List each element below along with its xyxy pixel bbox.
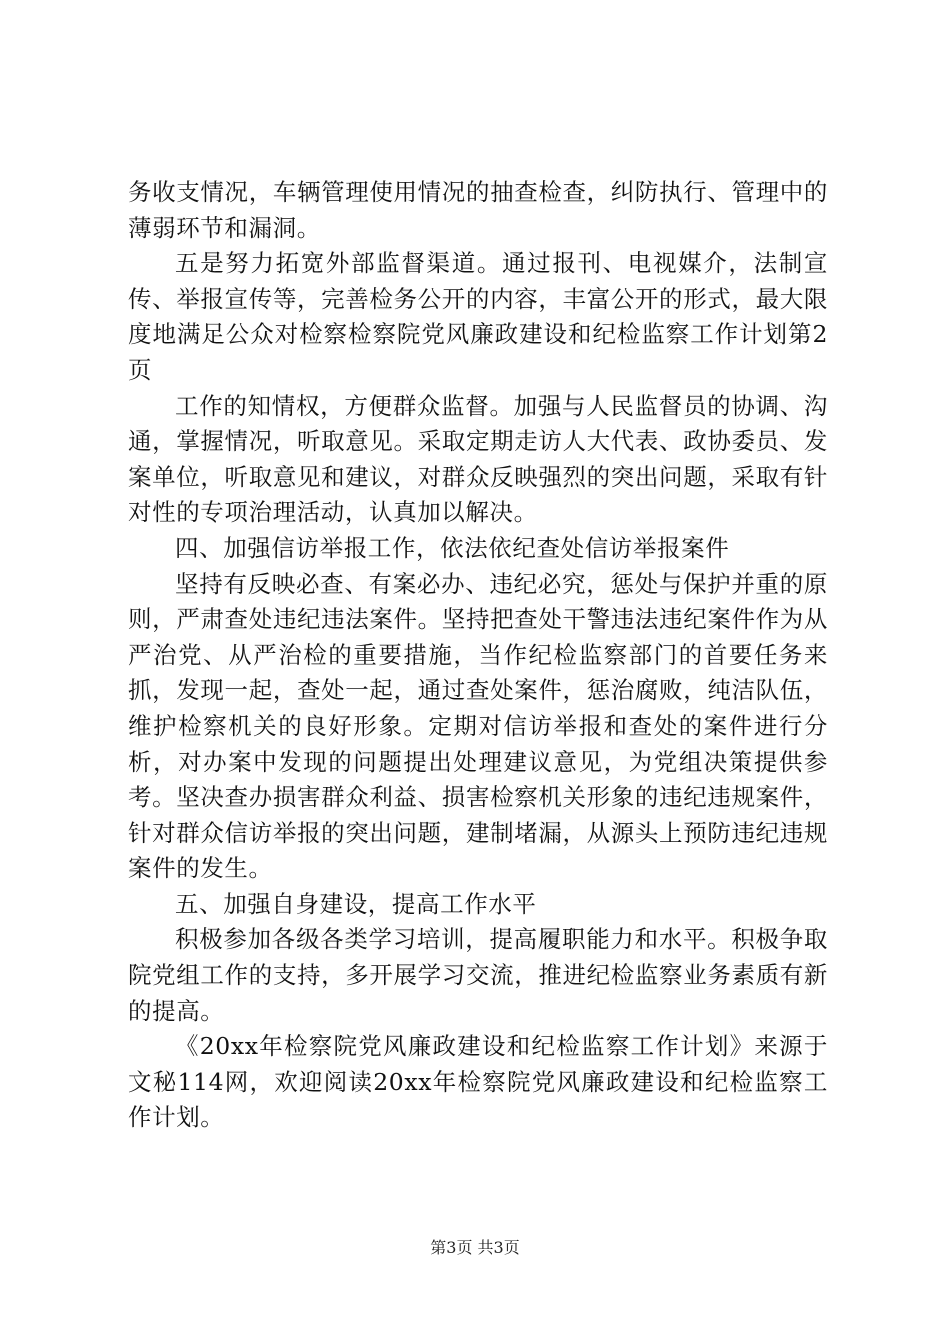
document-body <box>128 175 828 1136</box>
paragraph-1: 务收支情况，车辆管理使用情况的抽查检查，纠防执行、管理中的薄弱环节和漏洞。 <box>128 178 828 242</box>
paragraph-5: 坚持有反映必查、有案必办、违纪必究，惩处与保护并重的原则，严肃查处违纪违法案件。坚持把查处干警违法违纪案件作为从严治党、从严治检的重要措施，当作纪检监察部门的首要任务来抓，发现一起，查处一起，通过查处案件，惩治腐败，纯洁队伍，维护检察机关的良好形象。定期对信访举报和查处的案件进行分析，对办案中发现的问题提出处理建议意见，为党组决策提供参考。坚决查办损害群众利益、损害检察机关形象的违纪违规案件，针对群众信访举报的突出问题，建制堵漏，从源头上预防违纪违规案件的发生。 <box>128 569 828 883</box>
page-number: 第3页 共3页 <box>430 1238 520 1257</box>
page-footer <box>0 1238 950 1258</box>
paragraph-7: 积极参加各级各类学习培训，提高履职能力和水平。积极争取院党组工作的支持，多开展学习交流，推进纪检监察业务素质有新的提高。 <box>128 925 828 1025</box>
section-heading-4: 四、加强信访举报工作，依法依纪查处信访举报案件 <box>175 533 730 562</box>
paragraph-3: 工作的知情权，方便群众监督。加强与人民监督员的协调、沟通，掌握情况，听取意见。采取定期走访人大代表、政协委员、发案单位，听取意见和建议，对群众反映强烈的突出问题，采取有针对性的专项治理活动，认真加以解决。 <box>128 391 828 527</box>
section-heading-5: 五、加强自身建设，提高工作水平 <box>175 889 537 918</box>
paragraph-2: 五是努力拓宽外部监督渠道。通过报刊、电视媒介，法制宣传、举报宣传等，完善检务公开的内容，丰富公开的形式，最大限度地满足公众对检察检察院党风廉政建设和纪检监察工作计划第2页 <box>128 249 828 384</box>
paragraph-8: 《20xx年检察院党风廉政建设和纪检监察工作计划》来源于文秘114网，欢迎阅读20xx年检察院党风廉政建设和纪检监察工作计划。 <box>128 1032 828 1132</box>
